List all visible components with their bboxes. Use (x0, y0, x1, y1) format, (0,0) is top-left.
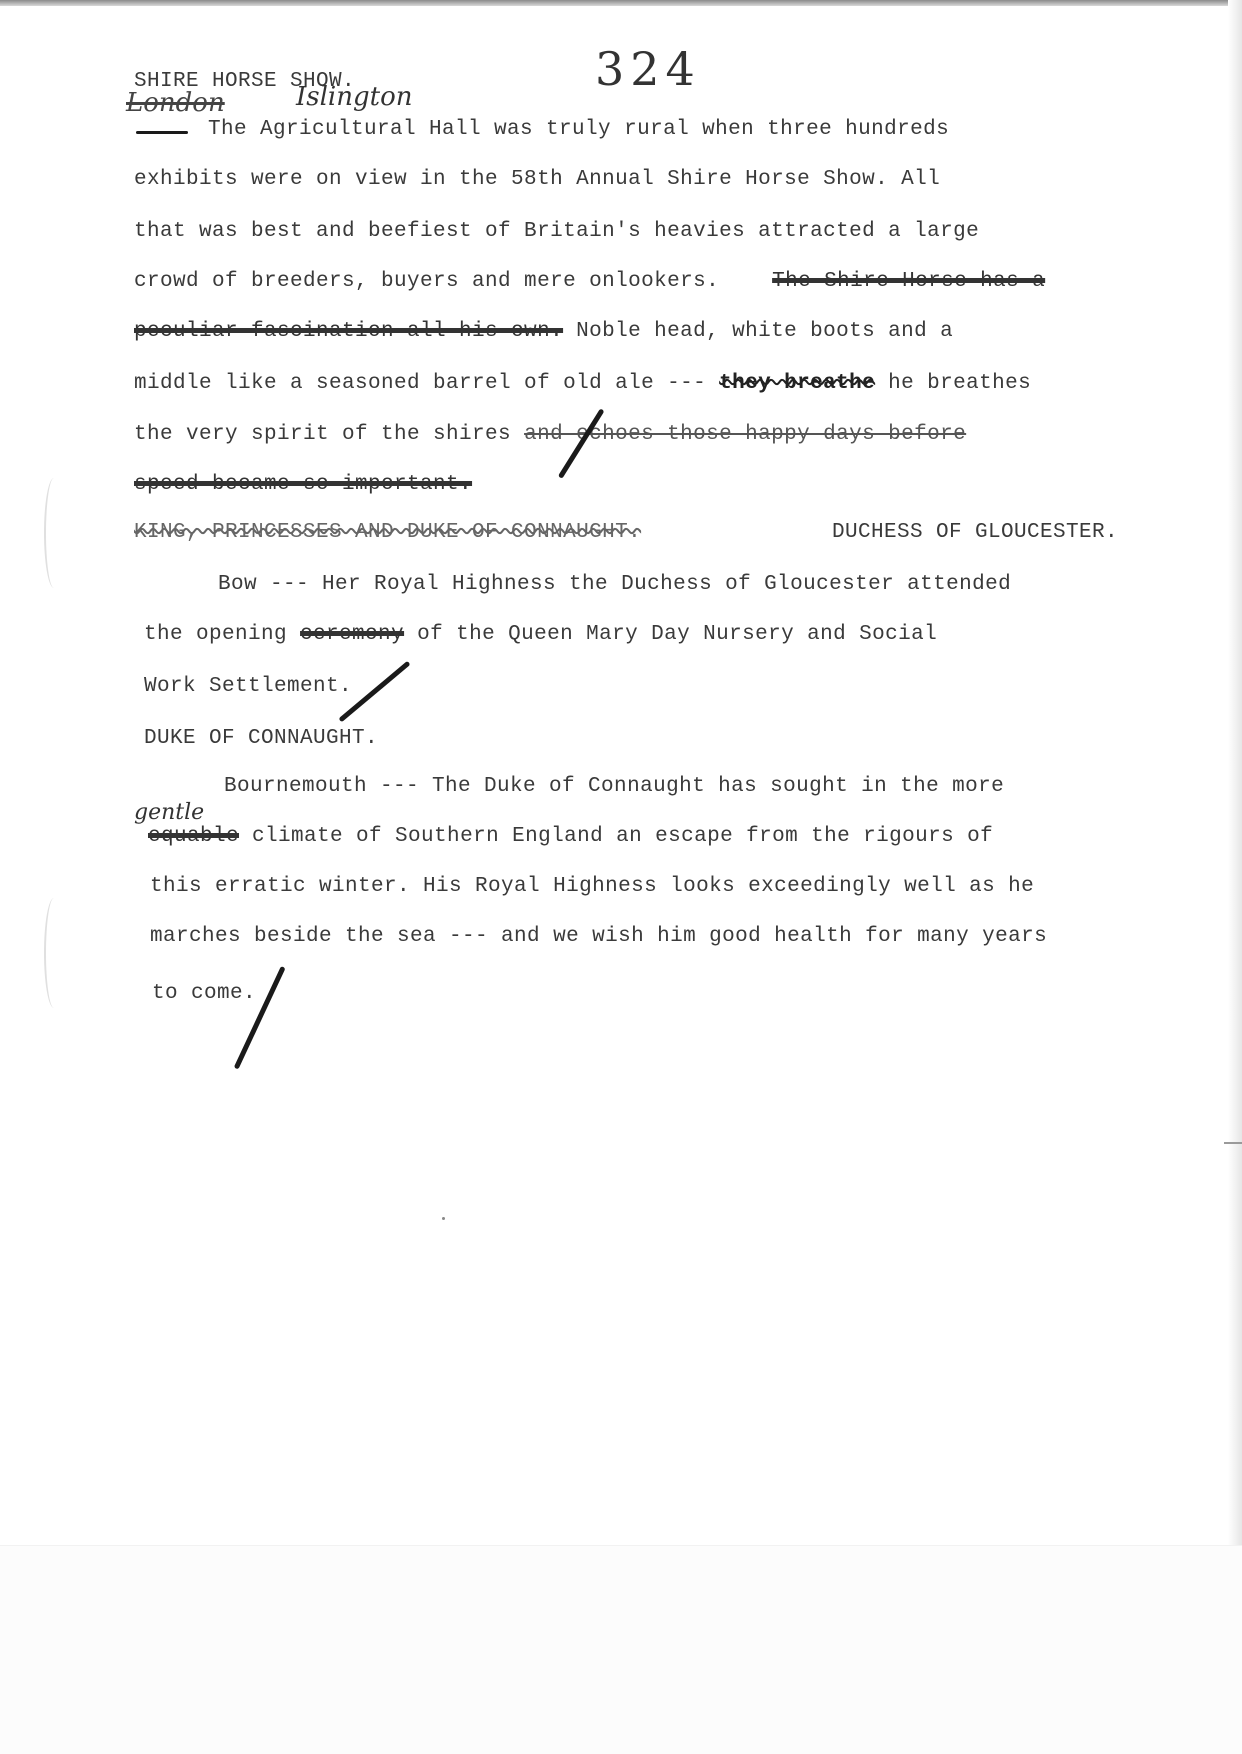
item-heading: DUKE OF CONNAUGHT. (144, 727, 379, 750)
handwritten-place: Islington (296, 82, 413, 112)
page-number: 324 (595, 42, 701, 96)
page-bottom-area (0, 1545, 1242, 1754)
pen-dash-mark (136, 131, 188, 134)
struck-text: speed became so important. (134, 473, 473, 496)
item-heading-row (134, 521, 641, 544)
struck-heading: KING, PRINCESSES AND DUKE OF CONNAUGHT. (134, 521, 642, 544)
edge-tick-mark (1224, 1142, 1242, 1144)
item-heading: DUCHESS OF GLOUCESTER. (832, 521, 1119, 544)
text-segment: the opening (144, 623, 288, 646)
text-line: Bow --- Her Royal Highness the Duchess of Gloucester attended (218, 573, 1012, 596)
punch-hole-mark (44, 478, 64, 588)
text-segment: middle like a seasoned barrel of old ale --- (134, 372, 707, 395)
text-line (144, 623, 937, 646)
struck-text: peculiar fascination all his own. (134, 320, 564, 343)
text-line (148, 825, 993, 848)
page-top-edge (0, 0, 1242, 6)
page-right-edge (1228, 0, 1242, 1753)
text-segment: of the Queen Mary Day Nursery and Social (417, 623, 938, 646)
text-segment: he breathes (888, 372, 1032, 395)
handwritten-struck-place: London (126, 88, 225, 118)
punch-hole-mark (44, 898, 64, 1008)
text-line: The Agricultural Hall was truly rural when three hundreds (208, 118, 950, 141)
text-line (134, 372, 1031, 395)
struck-text: ceremony (300, 623, 405, 646)
text-segment: crowd of breeders, buyers and mere onlookers. (134, 270, 720, 293)
text-line (134, 320, 953, 343)
item-heading: SHIRE HORSE SHOW. (134, 70, 356, 93)
text-line (134, 270, 1045, 293)
text-line: marches beside the sea --- and we wish him good health for many years (150, 925, 1048, 948)
struck-bold-text: they breathe (719, 372, 876, 395)
text-line (134, 423, 966, 446)
ink-dot (442, 1217, 445, 1220)
text-line: Work Settlement. (144, 675, 353, 698)
text-line: exhibits were on view in the 58th Annual Shire Horse Show. All (134, 168, 941, 191)
handwritten-replacement-word: gentle (134, 800, 205, 825)
text-line (134, 473, 472, 496)
text-segment: the very spirit of the shires (134, 423, 512, 446)
struck-text: equable (148, 825, 240, 848)
text-line: Bournemouth --- The Duke of Connaught has sought in the more (224, 775, 1005, 798)
text-segment: climate of Southern England an escape from the rigours of (252, 825, 994, 848)
text-segment: Noble head, white boots and a (576, 320, 954, 343)
struck-text: The Shire Horse has a (772, 270, 1046, 293)
text-line: to come. (152, 982, 257, 1005)
struck-text: and echoes those happy days before (524, 423, 967, 446)
text-line: this erratic winter. His Royal Highness looks exceedingly well as he (150, 875, 1035, 898)
text-line: that was best and beefiest of Britain's heavies attracted a large (134, 220, 980, 243)
